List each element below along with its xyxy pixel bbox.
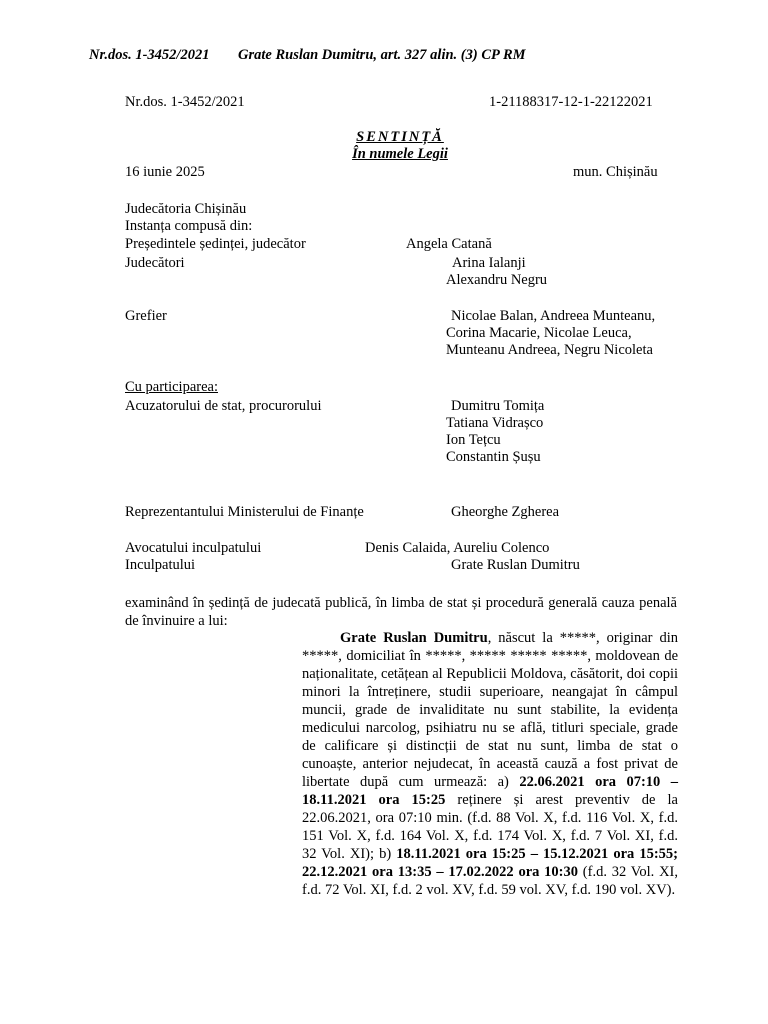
- description-text: (f.d. 32 Vol. XI, f.d. 72 Vol. XI, f.d. 2 vol. XV, f.d. 59 vol. XV, f.d. 190 vol. XV).: [302, 864, 678, 898]
- prosecutor-name: Tatiana Vidrașco: [446, 415, 544, 431]
- prosecutor-name: Dumitru Tomița: [451, 398, 545, 414]
- judges-list: [446, 255, 547, 289]
- president-name: Angela Catană: [406, 236, 492, 252]
- defendant-label: Inculpatului: [125, 557, 196, 573]
- detention-period-a: 22.06.2021 ora 07:10 – 18.11.2021 ora 15:25: [302, 774, 679, 808]
- prosecutor-label: Acuzatorului de stat, procurorului: [125, 398, 322, 414]
- prosecutor-name: Constantin Șușu: [446, 449, 541, 465]
- clerk-names: Nicolae Balan, Andreea Munteanu,: [451, 308, 656, 324]
- defendant-name: Grate Ruslan Dumitru: [451, 557, 580, 573]
- judge-name: Arina Ialanji: [452, 255, 526, 271]
- header-case-no: Nr.dos. 1-3452/2021: [89, 47, 210, 63]
- document-title: SENTINȚĂ: [356, 129, 444, 145]
- clerks-list: [446, 308, 655, 359]
- court-name: Judecătoria Chișinău: [125, 201, 247, 217]
- clerk-names: Munteanu Andreea, Negru Nicoleta: [446, 342, 653, 358]
- description-text: , născut la *****, originar din *****, domiciliat în *****, ***** ***** *****, moldovean de naționalitate, cetățean al Republicii Moldova, căsătorit, doi copii minori la întreținere, studii superioare, neangajat în câmpul muncii, grade de invaliditate nu sunt stabilite, la evidența medicului narcolog, psihiatru nu se află, titluri speciale, grade de calificare și distincții de stat nu sunt, limba de stat o cunoaște, anterior nejudecat, în această cauză a fost privat de libertate după cum urmează: a): [302, 630, 679, 790]
- judge-name: Alexandru Negru: [446, 272, 548, 288]
- defendant-name-bold: Grate Ruslan Dumitru: [340, 630, 488, 646]
- participation-label: Cu participarea:: [125, 379, 218, 395]
- judges-label: Judecători: [125, 255, 185, 271]
- lawyer-label: Avocatului inculpatului: [125, 540, 262, 556]
- finance-label: Reprezentantului Ministerului de Finanțe: [125, 504, 364, 520]
- prosecutors-list: [446, 398, 544, 466]
- defendant-description: [302, 629, 678, 899]
- decision-place: mun. Chișinău: [573, 164, 658, 180]
- document-subtitle: În numele Legii: [352, 146, 448, 162]
- clerk-names: Corina Macarie, Nicolae Leuca,: [446, 325, 632, 341]
- finance-rep: Gheorghe Zgherea: [451, 504, 560, 520]
- description-text: reținere și arest preventiv de la 22.06.2021, ora 07:10 min. (f.d. 88 Vol. X, f.d. 116 Vol. X, f.d. 151 Vol. X, f.d. 164 Vol. X, f.d. 174 Vol. X, f.d. 7 Vol. XI, f.d. 32 Vol. XI); b): [302, 792, 678, 862]
- clerk-label: Grefier: [125, 308, 167, 324]
- ref-number: 1-21188317-12-1-22122021: [489, 94, 653, 110]
- decision-date: 16 iunie 2025: [125, 164, 205, 180]
- lawyer-names: Denis Calaida, Aureliu Colenco: [365, 540, 550, 556]
- president-label: Președintele ședinței, judecător: [125, 236, 306, 252]
- court-composition: Instanța compusă din:: [125, 218, 253, 234]
- prosecutor-name: Ion Tețcu: [446, 432, 501, 448]
- detention-period-b: 18.11.2021 ora 15:25 – 15.12.2021 ora 15:55; 22.12.2021 ora 13:35 – 17.02.2022 ora 10:30: [302, 846, 678, 880]
- header-case-title: Grate Ruslan Dumitru, art. 327 alin. (3) CP RM: [238, 47, 526, 63]
- intro-paragraph: examinând în ședință de judecată publică, în limba de stat și procedură generală cauza penală de învinuire a lui:: [125, 595, 677, 629]
- ref-case-no: Nr.dos. 1-3452/2021: [125, 94, 245, 110]
